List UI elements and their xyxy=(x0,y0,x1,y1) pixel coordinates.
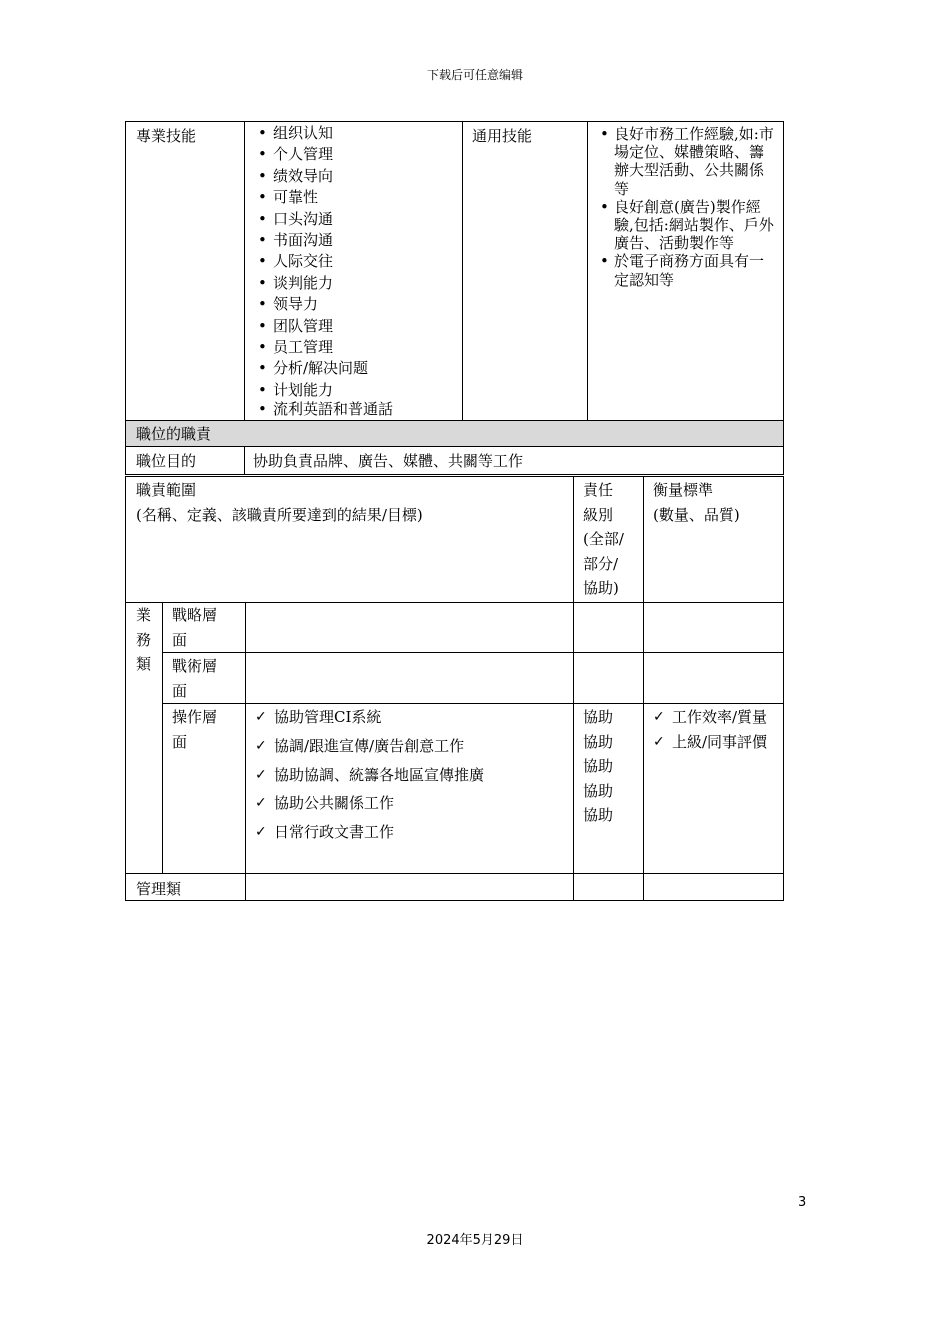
footer-date: 2024年5月29日 xyxy=(426,1233,524,1248)
list-item: • 团队管理 xyxy=(253,316,458,337)
label-char: 業 xyxy=(136,606,152,624)
professional-skills-label: 專業技能 xyxy=(136,127,197,145)
label-line: 操作層 xyxy=(172,708,218,726)
list-item: • 谈判能力 xyxy=(253,273,458,294)
measure-title: 衡量標準 xyxy=(653,481,714,499)
list-item: • 良好創意(廣告)製作經驗,包括:網站製作、戶外廣告、活動製作等 xyxy=(598,198,776,253)
divider xyxy=(125,602,784,603)
divider xyxy=(162,602,163,874)
scope-subtitle: (名稱、定義、該職責所要達到的結果/目標) xyxy=(136,506,423,524)
list-item: • 组织认知 xyxy=(253,123,458,144)
list-item: ✓ 協調/跟進宣傳/廣告創意工作 xyxy=(255,736,567,756)
list-item: ✓ 上級/同事評價 xyxy=(653,730,771,755)
duties-header-title: 職位的職責 xyxy=(136,425,212,443)
list-item: ✓ 日常行政文書工作 xyxy=(255,822,567,842)
level-header-line: 責任 xyxy=(583,481,614,499)
list-item: • 计划能力 xyxy=(253,380,458,401)
label-line: 面 xyxy=(172,681,188,700)
page-number: 3 xyxy=(798,1195,807,1210)
label-line: 面 xyxy=(172,630,188,649)
label-char: 務 xyxy=(136,630,152,649)
list-item: • 绩效导向 xyxy=(253,166,458,187)
level-header-line: 部分/ xyxy=(583,554,619,573)
level-value: 協助 xyxy=(583,781,614,800)
list-item: • 口头沟通 xyxy=(253,209,458,230)
divider xyxy=(244,121,245,421)
level-value: 協助 xyxy=(583,708,614,726)
duties-header xyxy=(125,420,784,447)
label-char: 類 xyxy=(136,655,152,673)
list-item: • 员工管理 xyxy=(253,337,458,358)
responsibility-level-header xyxy=(583,478,624,601)
list-item: • 书面沟通 xyxy=(253,230,458,251)
divider xyxy=(643,476,644,901)
general-skills-list xyxy=(598,125,776,289)
divider xyxy=(162,703,784,704)
list-item: • 於電子商務方面具有一定認知等 xyxy=(598,252,776,288)
strategic-level-label xyxy=(172,603,217,652)
divider xyxy=(573,476,574,901)
tactical-level-label xyxy=(172,654,217,703)
level-header-line: 協助) xyxy=(583,579,619,597)
list-item: ✓ 工作效率/質量 xyxy=(653,705,771,730)
list-item: • 分析/解决问题 xyxy=(253,358,458,379)
page-header: 下载后可任意编辑 xyxy=(426,68,523,82)
list-item: • 可靠性 xyxy=(253,187,458,208)
list-item: ✓ 協助協調、統籌各地區宣傳推廣 xyxy=(255,765,567,785)
divider xyxy=(462,121,463,421)
list-item: • 个人管理 xyxy=(253,144,458,165)
purpose-label: 職位目的 xyxy=(136,452,197,470)
purpose-value: 协助負責品牌、廣告、媒體、共關等工作 xyxy=(253,452,524,470)
level-value: 協助 xyxy=(583,806,614,824)
level-header-line: (全部/ xyxy=(583,530,624,548)
measure-subtitle: (數量、品質) xyxy=(653,506,740,524)
level-header-line: 級別 xyxy=(583,505,614,524)
list-item: • 人际交往 xyxy=(253,251,458,272)
list-item: ✓ 協助公共關係工作 xyxy=(255,793,567,813)
management-category-label: 管理類 xyxy=(136,880,182,898)
level-value: 協助 xyxy=(583,757,614,775)
operational-levels xyxy=(583,705,613,828)
business-category-label xyxy=(136,603,151,677)
general-skills-label: 通用技能 xyxy=(472,127,533,145)
professional-skills-list xyxy=(253,123,458,418)
operational-level-label xyxy=(172,705,217,754)
divider xyxy=(245,602,246,901)
label-line: 戰略層 xyxy=(172,606,218,624)
scope-title: 職責範圍 xyxy=(136,481,197,499)
divider xyxy=(162,652,784,653)
list-item: • 流利英語和普通話 xyxy=(253,401,458,418)
operational-measures-list xyxy=(653,705,771,754)
list-item: • 良好市務工作經驗,如:市場定位、媒體策略、籌辦大型活動、公共關係等 xyxy=(598,125,776,198)
level-value: 協助 xyxy=(583,732,614,751)
label-line: 面 xyxy=(172,732,188,751)
list-item: ✓ 協助管理CI系統 xyxy=(255,707,567,727)
label-line: 戰術層 xyxy=(172,657,218,675)
operational-duties-list xyxy=(255,707,567,851)
divider xyxy=(244,446,245,475)
divider xyxy=(587,121,588,421)
divider xyxy=(125,873,784,874)
list-item: • 领导力 xyxy=(253,294,458,315)
